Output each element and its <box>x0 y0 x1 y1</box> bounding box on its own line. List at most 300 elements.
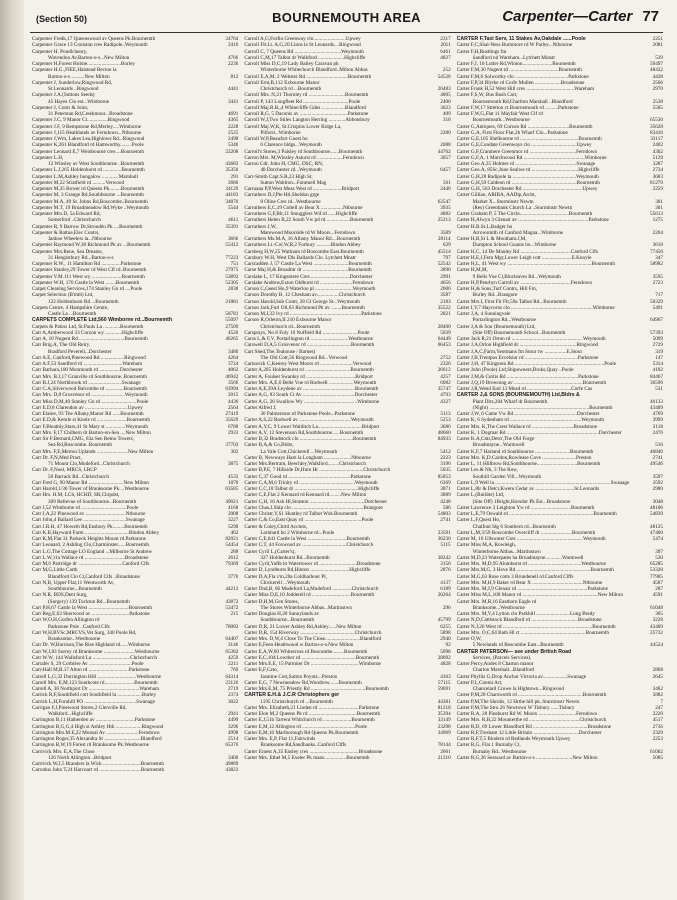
listing-number: 2253 <box>652 736 663 742</box>
listing-name: Carroll Flt.Lt. A,G,20 Llons la St Leonards....Ringwood <box>244 42 361 49</box>
listing-name: Carter & Coley,Chrtd Acctnts, <box>244 523 308 530</box>
listing-name: Chancelard Crowe la Hightown...Ringwood <box>472 686 564 692</box>
listing-number: 53472 <box>225 604 239 611</box>
listing-number: 34764 <box>225 36 239 42</box>
listing-number: 2741 <box>652 454 663 461</box>
listing-name: Portarlington Rd...Westbourne <box>472 317 536 324</box>
listing-name: Plant Dlrs,204 Wharf dr Bournemth <box>472 398 548 405</box>
listing-number: 4828 <box>440 661 451 667</box>
listing-number: 36596 <box>650 379 663 386</box>
listing-name: Carslake Andrew,Exton Oldhurst rd .........................Ferndown <box>244 279 374 286</box>
listing-name: 126 North Allington ..Bridport <box>48 754 112 761</box>
listing-name: Carter R,D, 69 Lower Blandford Rd ..........................................Broadstone <box>456 723 612 730</box>
listing-number: 28114 <box>437 236 451 242</box>
listing-number: 4805 <box>440 92 451 99</box>
listing-name: 6 Clarence bldgs...Weymouth <box>260 142 322 149</box>
listing-name: Carter R,G,36 Seaward av Barton-o-s ............................New Milton <box>456 754 598 761</box>
listing-name: Carpenter M, 3 Grange Rd,Southbourne ...Bournemth <box>32 192 144 199</box>
listing-number: 147 <box>655 354 663 361</box>
listing-name: (Night) .............................................................................Bournemth <box>472 404 613 411</box>
listing-name: Carter Jack R,21 Orton rd .......................................................Weymouth <box>456 336 606 342</box>
listing-number: 46840 <box>650 448 663 455</box>
listing-number: 3228 <box>652 617 663 624</box>
listing-number: 52542 <box>437 261 451 267</box>
listing-name: Carter H,E,J,Fern Mgr,Lower Leigh cott .......................E.Knoyle <box>456 254 592 261</box>
listing-name: Carr N.R, BDS,Dent Surg, <box>32 592 88 599</box>
listing-number: 4102 <box>652 367 663 374</box>
listing-name: Carr B.J,24 Northbrook rd ..........................Swanage <box>32 379 141 386</box>
listing-name: 5 Newlands rd Boscombe East...Bournemth <box>472 642 564 649</box>
listing-name: Carter Ernest A,35 Ensley cres ......................................Broadstone <box>244 748 383 755</box>
listing-name: Carpenter J, Contr & Joinr, <box>32 104 89 111</box>
listing-name: Carter G,Antiques, 69 Curzon Rd ................................Bournemth <box>456 123 593 130</box>
listing-number: 3889 <box>440 492 451 499</box>
listing-name: Carter H,Alwyn 3 Glenair av ......................................................Parkstone <box>456 217 609 224</box>
listing-number: 49546 <box>650 461 663 467</box>
listing-number: 4533 <box>227 473 239 480</box>
listing-name: Carter H,L, 41 West wy .................................................................Bournemth <box>456 261 615 267</box>
listing-column-3 <box>457 36 663 894</box>
listing-name: Carter J,M,& Curtis Rd .......................................................Parkstone <box>456 373 599 380</box>
listing-number: 5039 <box>440 329 451 336</box>
listing-name: Carrington R,W,19 Forest rd Branksome Pk.Westbourne <box>32 742 149 749</box>
listing-number: 35628 <box>650 123 663 130</box>
listing-name: Carter J,R,Wend End 13 Mead rd ..................................Corfe Cas <box>456 386 593 392</box>
listing-name: Sandford nd Wareham...Lytchett Minstr <box>472 54 556 61</box>
listing-number: 397 <box>655 548 663 555</box>
listing-number: 3618 <box>652 242 663 249</box>
listing-name: Carter A,S,22 Rodwell av ........................................Weymouth <box>244 417 374 424</box>
listing-name: (Surgery) 139 Tuckton Rd...Bournemth <box>48 598 130 605</box>
listing-number: 2991 <box>440 273 451 280</box>
listing-name: Carpet Cleaning Services,174 Stanley Gn rd ....Poole <box>32 286 143 292</box>
listing-name: Chalfont Idg 6 Southern rd...Bournemth <box>472 523 556 530</box>
listing-name: Carron Mrs. M,Winsley Asturst rd ....................Ferndown <box>244 154 364 161</box>
listing-name: Carr F,Bleathly,Stars,41 St Mary st ...............Weymouth <box>32 423 148 430</box>
listing-name: Blandford Clo Ct,Canford Clfs ..Broadstone <box>48 573 140 580</box>
listing-name: Carpenter K,261 Blandford rd Hamworthy.........Poole <box>32 142 144 149</box>
listing-number: 5340 <box>227 142 239 149</box>
listing-number: 53320 <box>650 567 663 574</box>
listing-number: 33149 <box>437 717 451 724</box>
listing-number: 4517 <box>652 717 663 724</box>
listing-number: 48125 <box>650 523 663 530</box>
listing-name: Carpenter L.J,265 Holdenhurst rd ..............Bournemth <box>32 167 145 174</box>
listing-name: Carter D,R, 154 Riverway ..........................................Christchurch <box>244 629 382 636</box>
listing-number: 63994 <box>225 386 239 392</box>
listing-name: 71 Mount Clo,Mudeford...Christchurch <box>48 461 130 467</box>
listing-number: 44762 <box>437 148 451 155</box>
listing-number: 35747 <box>437 386 451 392</box>
listing-name: Christchurch rd ...Bournemth <box>260 86 322 92</box>
listing-number: 2525 <box>227 129 239 136</box>
listing-number: 3196 <box>440 461 451 467</box>
listing-number: 2228 <box>227 123 239 130</box>
listing-name: Carson M,J,32 Ivy rd .......................................................Parkstone <box>244 311 382 317</box>
listing-name: Carter L,8lr & Detcr,Kwetu Cedar av ..............................St.Leonards <box>456 486 600 492</box>
listing-name: Carpenter Raymond W,38 Richmond Pk av ...Bournemth <box>32 242 151 249</box>
listing-name: Parkstone Pole ..Canford Clfs <box>48 623 110 630</box>
listing-name: Carter P,M,28 Charsworth rd ..................................................Bournemth <box>456 692 607 699</box>
listing-name: Carpenter R, 9 Barrow Dr,Stroudén Pk ....Bournemth <box>32 223 143 230</box>
listing-name: Carr Reg,E,63 Sherwood av .............................Parkstone <box>32 611 150 617</box>
listing-number: 28400 <box>437 323 451 330</box>
listing-name: Carr J,52 Wimborne rd ...................................Poole <box>32 504 139 511</box>
listing-name: Carter E,M,12 Allington rd .........................................Poole <box>244 723 367 730</box>
listing-number: 27975 <box>225 267 239 274</box>
listing-name: Cart Shed,The,Teahouse / Barnes) <box>244 348 316 355</box>
listing-name: Carroll R,G, 5 Daconis av .....................................Parkstone <box>244 111 369 117</box>
listing-number: 54803 <box>437 511 451 517</box>
listing-name: Carter G,H,28 Radipole la .................................................Weymouth <box>456 173 599 180</box>
listing-name: Carr Sir F.Bernard,CMG, 83a Sen Remo Towers, <box>32 436 134 442</box>
listing-name: 309 Bellevue rd Southbourne...Bournemth <box>48 498 137 505</box>
listing-number: 3935 <box>440 204 451 211</box>
listing-name: Southill Garden Vill...Weymouth <box>472 473 542 480</box>
listing-name: Carr W,J,83 Surrey rd Branksome ........................Westbourne <box>32 648 160 655</box>
listing-name: Carsprays, No 8 Foly 10 Nuffield Rd ...........................Poole <box>244 329 370 336</box>
listing-name: Carter Cyril,Yaffe ht Watertower rd .............................Broadstone <box>244 561 381 567</box>
listing-number: 2211 <box>228 661 239 667</box>
listing-number: 28092 <box>437 654 451 661</box>
listing-number: 92 <box>445 642 451 649</box>
page-number: 77 <box>642 8 659 25</box>
listing-number: 5115 <box>440 542 451 549</box>
listing-name: Carter F,S,W, Bus Bush Cott, <box>456 92 518 99</box>
listing-number: 36230 <box>437 536 451 542</box>
listing-name: Carter Les.& Nh, 3 The Row, <box>456 467 518 474</box>
listing-number: 4436 <box>227 398 239 405</box>
listing-number: 77456 <box>650 248 663 255</box>
listing-number: 45514 <box>437 248 451 255</box>
listing-number: 1275 <box>652 217 663 224</box>
listing-name: Carroll Miss D,C,19 Lady Bailey Caravan pk <box>244 61 339 67</box>
listing-number: 4587 <box>652 579 663 586</box>
listing-name: Carter D,H,M,Gen Stores, <box>244 598 299 605</box>
listing-number: 2970 <box>652 86 663 92</box>
listing-name: Carr Dr. F,Noel, MRCS, LRCP <box>32 467 97 474</box>
listing-name: Broadmayne...Warmwell <box>472 442 525 449</box>
listing-name: Carron Cdr. John H, CMG, DSC, RN, <box>244 161 324 167</box>
listing-number: 3146 <box>227 642 239 649</box>
listing-name: Carr Mrs. F,17 Chilbern dr Barton-on-Sea ....New Milton <box>32 429 151 436</box>
listing-number: 3589 <box>440 229 451 236</box>
listing-number: 82021 <box>225 536 239 542</box>
listing-name: Cartawick C,Kenrey West Moors rd .........................Verwood <box>244 361 372 367</box>
listing-number: 21310 <box>437 754 451 761</box>
listing-name: Carr K,M,Flat 31 Parkeck Heights Mount rd.Parkstone <box>32 536 146 542</box>
listing-number: 252 <box>442 67 451 74</box>
listing-number: 43872 <box>225 598 239 605</box>
listing-name: Carter L,9 Well la .........................................................................................Swanage <box>456 479 630 486</box>
listing-number: 27509 <box>225 323 239 330</box>
listing-number: 45799 <box>437 617 451 624</box>
listing-name: Carter Dnd,B, 66 Mudeford La,Mudeford ...............Christchurch <box>244 586 379 592</box>
listing-number: 27419 <box>225 411 239 417</box>
listing-name: Carter B, Newways Ham la Longham .....................Ntbourne <box>244 454 371 461</box>
listing-number: 6255 <box>440 623 451 630</box>
listing-number: 5253 <box>440 417 451 424</box>
listing-number: 48106 <box>650 504 663 511</box>
listing-name: Carrick R,F,Southfield cott Southfield la ...................Burley <box>32 692 157 699</box>
listing-number: 3724 <box>227 361 239 367</box>
listing-number: 57115 <box>437 679 451 686</box>
listing-name: Carroll Maj.W,K, St.Crispins Lower Ridge La, <box>244 123 342 130</box>
listing-number: 2498 <box>227 136 239 142</box>
listing-name: Carr Dr. F,N,Med Pract, <box>32 454 82 461</box>
listing-number: 23591 <box>437 529 451 536</box>
listing-number: 2317 <box>440 36 451 42</box>
listing-name: 122 Holdenhurst Rd ...Bournemth <box>48 298 119 305</box>
listing-name: Carter G,F,Cranmere Greenmor rd ....................................Ferndown <box>456 148 598 155</box>
listing-name: Carter Mrs.Bertram, Beechley,Walkford.........Christchurch <box>244 461 367 467</box>
listing-number: 26483 <box>437 86 451 92</box>
listing-name: Carr A, 10 Nugent Rd ...................................Bournemth <box>32 336 148 342</box>
listing-number: 5290 <box>227 523 239 530</box>
listing-name: Carter D,A,Fla r/m,20a Coldharbour Pl, <box>244 573 328 580</box>
listing-number: 2980 <box>652 486 663 492</box>
listing-name: 45 Hayes Clo est...Wimborne <box>48 98 110 105</box>
listing-name: Carter P,L,Conmi Art, <box>456 679 503 686</box>
listing-name: Carr Dr. W,Harrison,The Rise Highland rd......Wimborne <box>32 642 150 649</box>
listing-name: Carter N,D,Cattlstock Blandford rd ....................................Broadstone <box>456 617 602 624</box>
listing-number: 2259 <box>652 186 663 192</box>
listing-name: The Old Cott,56 Ringwood Rd...Verwood <box>260 354 348 361</box>
listing-name: Carter Chas,J,Ship clo .......................................................Brangore <box>244 504 383 511</box>
listing-name: Walkford...Highcliffe <box>48 711 93 717</box>
listing-number: 3623 <box>440 104 451 111</box>
listing-entry <box>457 755 663 761</box>
listing-name: Carter Miss M,A, Rowleigh, <box>456 542 517 549</box>
page-header <box>30 8 663 33</box>
listing-name: Carruana P,P,West Meas West rd ......................Bridport <box>244 186 360 192</box>
listing-number: 365 <box>655 611 663 617</box>
listing-name: Carter C,C,10 Talbot dr .................................................Highcliffe <box>244 486 380 492</box>
listing-name: Carroll Mrs. N,21 Thornley rd ............................Bournemth <box>244 92 369 99</box>
listing-number: 66453 <box>437 342 451 349</box>
listing-name: Carroll E,A,M, 2 Webster Rd ................................Bournemth <box>244 73 372 80</box>
listing-column-2 <box>244 36 450 894</box>
listing-name: Carpenter Leonard E,7 Weinbourne cres ...Bournemth <box>32 148 144 155</box>
listing-number: 4259 <box>227 654 239 661</box>
listing-number: 2230 <box>227 61 239 67</box>
listing-number: 37703 <box>225 442 239 449</box>
listing-name: Carter F,M,30 Nugent rd ......................................Bournemth <box>456 67 582 74</box>
listing-number: 287 <box>655 586 663 592</box>
listing-name: Carson C,Geest Ho,9 Waterloo pl .............................Weymouth <box>244 286 376 292</box>
listing-number: 26612 <box>437 367 451 374</box>
listing-name: Carpenter Fredk,17 Queenswood av Queens Pk.Bournemth <box>32 36 156 42</box>
listing-number: 55412 <box>225 242 239 249</box>
listing-number: 6788 <box>227 423 239 430</box>
listing-name: Carter Mrs. M,D,95 Alumhurst rd .........................................Westbourne <box>456 561 606 567</box>
listing-name: Carter Mrs. R,B,22 Mounterthe rd .......................................Christchurch <box>456 717 607 724</box>
listing-number: 3057 <box>440 154 451 161</box>
listing-name: Carter E,C,104 Lowther rd ..........................................Bournemth <box>244 654 380 661</box>
listing-name: Carpet Selection (B'mth) Ltd, <box>32 292 94 299</box>
listing-name: Carroll W,J,Two Stiles Langton Herring .............Abbotsbury <box>244 117 370 124</box>
listing-number: 3666 <box>227 236 239 242</box>
listing-name: Carter C,A,M,6 Trinity rd ...........................................Weymouth <box>244 479 378 486</box>
listing-number: 33117 <box>650 136 663 142</box>
listing-number: 5035 <box>440 467 451 474</box>
listing-number: 47460 <box>650 529 663 536</box>
name-range-text: Carpenter—Carter <box>502 8 633 25</box>
listing-number: 2612 <box>227 554 239 561</box>
listing-name: Carter A,E,39A Leydene av ........................................Bournemth <box>244 386 379 392</box>
listing-name: Carrafer S, 29 Corbière Av .................................Poole <box>32 661 144 667</box>
listing-number: 812 <box>230 73 239 80</box>
listing-name: Carr Mrs. D,8 Grosvenor rd ..........................Weymouth <box>32 392 148 399</box>
listing-number: 2723 <box>652 279 663 286</box>
listing-name: Carpenter J.C, 9 Manor Ct................Ringwood <box>32 117 130 124</box>
listing-number: 4264 <box>227 354 239 361</box>
listing-name: Bradford Peverell...Dorchester <box>48 348 112 355</box>
listing-name: Carter B,P,E, 7 Hillside Dr,Hum Hr ..................................Christchurch <box>244 467 391 474</box>
listing-name: Carrington Roger,35 Alexandra St ............................Blandford <box>32 736 162 742</box>
listing-name: Janhoe Wheelers la...Ntbourne <box>48 236 112 242</box>
listing-name: Branksome Rd,Sandbanks..Canford Clffs <box>260 742 347 749</box>
listing-number: 3999 <box>652 417 663 424</box>
listing-number: 55613 <box>650 211 663 217</box>
listing-name: Carter J,A & Son (Bournemouth) Ltd, <box>456 323 536 330</box>
listing-number: 4591 <box>652 592 663 599</box>
listing-number: 4137 <box>440 579 451 586</box>
listing-name: Carr J,A,22 Pinewood av ...............................Ntbourne <box>32 511 146 517</box>
listing-number: 409 <box>442 111 451 117</box>
listing-number: 53892 <box>225 273 239 280</box>
listing-number: 2876 <box>440 567 451 574</box>
listing-number: 61062 <box>650 748 663 755</box>
listing-name: 36 Palmerston rd Parkstone Poole...Parkstone <box>260 411 355 417</box>
listing-name: Carter D,R, 21 Lower Ashley Rd,Ashley......New Milton <box>244 623 362 630</box>
listing-name: Carter C,& Co,East Quay rd ............................................Poole <box>244 517 374 524</box>
listing-number: 64314 <box>225 673 239 680</box>
listing-number: 3022 <box>227 698 239 705</box>
listing-name: Carter N,J,20 West rd .....................................................................Bournemth <box>456 623 616 630</box>
listing-name: Christchurch rd...Bournemth <box>260 323 320 330</box>
listing-name: Carter J,B,Trentpos Eccelsior rd .........................................Parkstone <box>456 354 599 361</box>
listing-name: Carter R,A, 28 Pinehurst Rd W. Moors .............................Ferndown <box>456 711 598 717</box>
listing-number: 561 <box>442 179 451 186</box>
listing-name: Carruthers Ms.M.A, 16 Albany Manor Rd....Bournemth <box>244 236 361 242</box>
listing-name: Carss L,& F,V, Portarlington rd .............................Westbourne <box>244 336 373 342</box>
listing-number: 78082 <box>225 623 239 630</box>
listing-number: 5474 <box>652 536 663 542</box>
listing-name: Carr E.D,& Kemle st Knole rd .......................Bournemth <box>32 417 150 424</box>
listing-name: Carter R,F,T,5 Bindern rd Redlands Weymouth.Upwey <box>456 736 571 742</box>
listing-name: Somerford ..Christchurch <box>48 217 101 224</box>
listing-name: Carter D, Lyndhurst Rd,Hinton ..............................Highcliffe <box>244 567 371 574</box>
listing-name: Carr N,B, Upper Flat,11 Wentworth Av, <box>32 579 115 586</box>
listing-number: 2868 <box>652 667 663 674</box>
listing-name: (Site Off) 1Bright,Horsdor Pk Est...Broadstone <box>472 498 571 505</box>
listing-name: Carr Elaine, 93 The Albany,Manor Rd ......Bournemth <box>32 411 144 417</box>
listing-number: 2680 <box>227 179 239 186</box>
listing-number: 3875 <box>227 461 239 467</box>
listing-number: 78144 <box>437 742 451 749</box>
listing-number: 2223 <box>440 454 451 461</box>
listing-name: Carter I,V,7 Haycorns clo ...............................................................Wimborne <box>456 304 615 311</box>
listing-name: Dumpton School Guants ho...Wimborne <box>472 242 557 249</box>
listing-number: 58982 <box>650 261 663 267</box>
listing-name: Carr Miss D,M,40 Stanley Gn rd ...........................Poole <box>32 398 149 405</box>
listing-name: Carter E,M,10 Marlborough Rd Queens Pk.Bournemth <box>244 729 359 736</box>
listing-number: 35350 <box>225 167 239 174</box>
listing-number: 2402 <box>652 142 663 149</box>
listing-number: 2734 <box>652 167 663 174</box>
listing-name: (Site Off) Bournemouth School...Bournemth <box>472 329 566 336</box>
listing-name: Carpenter J,Wm, Lakes Lea,Highlows Rd...Ringwood <box>32 136 145 142</box>
listing-name: Carr-Hall M,R.17 Alton rd ...............................Parkstone <box>32 667 150 674</box>
listing-name: Carter E,J,51b Tarrent Whitchurch rd ......................Bournemth <box>244 717 375 724</box>
listing-number: 58781 <box>225 311 239 317</box>
listing-number: 43409 <box>650 404 663 411</box>
listing-number: 1870 <box>227 479 239 486</box>
listing-number: 751 <box>230 261 239 267</box>
listing-name: CARTER E.H.& J.C.R Christophers ger <box>244 692 340 699</box>
listing-number: 25732 <box>650 629 663 636</box>
listing-name: Carter Mrs.E,E, 15 Parmiter Dr .....................................Wimborne <box>244 661 381 667</box>
listing-number: 2566 <box>652 79 663 86</box>
listing-name: Carter Mrs. M,J,9 Glenair rd ......................................................Parkstone <box>456 586 608 592</box>
listing-name: Carruthers E,C,19 Coltell av Bear X .................Ntbourne <box>244 204 363 211</box>
listing-number: 5412 <box>440 448 451 455</box>
listing-number: 586 <box>442 504 451 511</box>
listing-number: 61048 <box>650 604 663 611</box>
listing-name: Carter R,G, Flat 1 Burnaby Ct, <box>456 742 521 749</box>
listing-name: Arrowsmith rd Canford Magna...Wimborne <box>472 229 564 236</box>
listing-name: Carruthers D,J,Pte Htl,Sheldon grge <box>244 192 320 199</box>
listing-number: 2476 <box>652 429 663 436</box>
listing-name: 40 Dorchester rd...Weymouth <box>260 167 322 174</box>
listing-name: Carter Miss M,L,108 Manor rd ..........................................................New Milton <box>456 592 623 599</box>
listing-name: Carter J,W, 6 Came Vw Rd ................................................Dorchester <box>456 411 600 417</box>
listing-number: 77905 <box>650 573 663 580</box>
listing-name: La Vale Cott,Chickerell ...Weymouth <box>260 448 338 455</box>
listing-name: Carruthers Helen B,22 South Vw pd rd ..................Bournemth <box>244 217 374 224</box>
listing-number: 3048 <box>652 498 663 505</box>
listing-number: 2729 <box>652 342 663 349</box>
listing-name: Carrick L,H,Furuhill PO ........................................Swanage <box>32 698 155 705</box>
listing-name: Carrivick W,J,5 Branders la Wick .............................Bournemth <box>32 761 164 767</box>
section-label: (Section 50) <box>36 14 88 24</box>
listing-number: 247 <box>655 704 663 711</box>
listing-name: Carter C,E,Flat 2 Kennard rd Kennard rd.........New Milton <box>244 492 367 499</box>
listing-name: Carter F,H,Rustlings fm <box>456 48 507 55</box>
listing-name: Carr Mrs. F,E,Merton Uplands ........................New Milton <box>32 448 154 455</box>
listing-number: 4363 <box>440 673 451 680</box>
listing-name: Carter Geo.A,35 Holmes rd ...............................................Swanage <box>456 161 596 167</box>
listing-number: 319 <box>655 348 663 355</box>
listing-number: 530 <box>655 554 663 561</box>
listing-number: 462 <box>230 529 239 536</box>
listing-name: Carter L,(Builder) Ltd, <box>456 492 505 499</box>
listing-number: 2088 <box>440 142 451 149</box>
listing-number: 4441 <box>227 86 239 92</box>
listing-number: 531 <box>655 386 663 392</box>
listing-number: 5098 <box>440 648 451 655</box>
listing-number: 43683 <box>225 161 239 167</box>
listing-name: Carter E,F,Cato, <box>244 667 278 674</box>
listing-name: Carpenter L.H, <box>32 154 64 161</box>
listing-name: Carr E.D,8 Clarendon av .................................Upwey <box>32 404 143 411</box>
listing-name: Carr W,H,BVSc,MRCVS,Vet Surg, 340 Poole Rd, <box>32 629 137 636</box>
listing-name: 327 Holdenhurst Rd...Bournemth <box>260 554 330 561</box>
listing-number: 4520 <box>227 329 239 336</box>
listing-name: Carpets & Patios Ltd, St.Pauls La .............Bournemth <box>32 323 144 330</box>
listing-name: Carpenter J.F, 9 Rempstone Rd,Merley.....Wimborne <box>32 123 142 130</box>
